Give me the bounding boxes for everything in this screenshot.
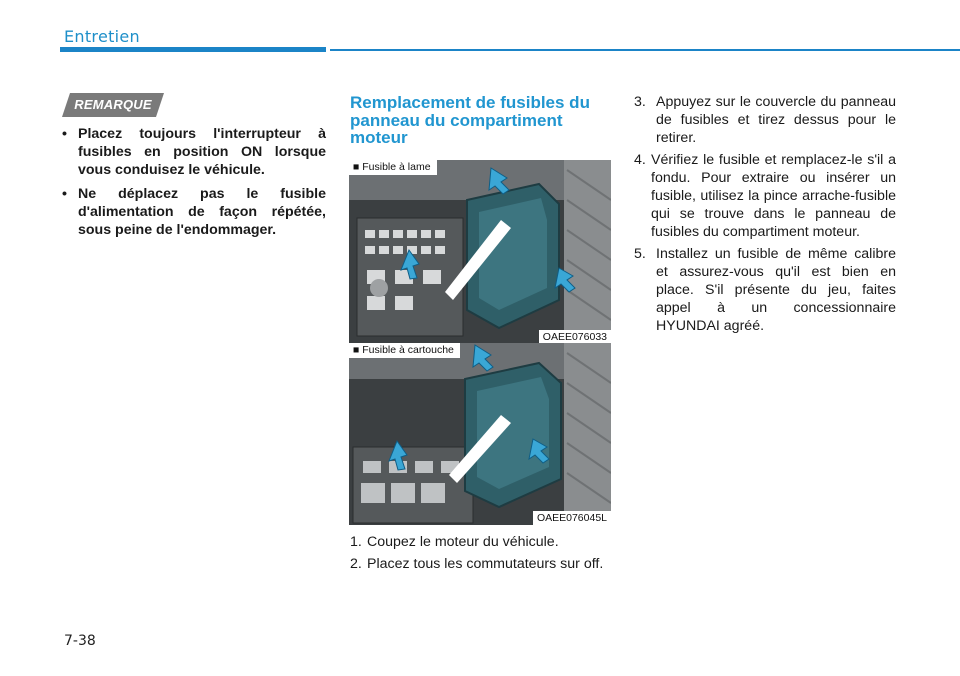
figure-label: ■ Fusible à lame — [349, 160, 437, 175]
header-rule-thick — [60, 47, 326, 52]
step-text: Placez tous les commutateurs sur off. — [367, 556, 604, 572]
engine-fuse-photo-cartridge — [349, 343, 611, 525]
engine-fuse-photo-blade — [349, 160, 611, 344]
bullet-icon: • — [62, 126, 67, 142]
step-number: 1. — [350, 534, 362, 550]
section-heading: Remplacement de fusibles du panneau du compartiment moteur — [350, 93, 590, 147]
header-rule-thin — [330, 49, 960, 51]
figure-code: OAEE076045L — [533, 511, 611, 525]
remarque-badge — [62, 93, 164, 117]
section-title: Entretien — [64, 27, 140, 46]
step-text: Coupez le moteur du véhicule. — [367, 534, 559, 550]
remarque-item — [62, 185, 326, 239]
engine-bay-illustration — [349, 343, 611, 525]
figure-code: OAEE076033 — [539, 330, 611, 344]
bullet-icon: • — [62, 186, 67, 202]
step-number: 3. — [634, 94, 646, 110]
step-item — [350, 533, 612, 551]
step-text: Installez un fusible de même calibre et assurez-vous qu'il est bien en place. S'il présente du jeu, faites appel à un concessionnaire HYUNDAI agréé. — [656, 246, 896, 334]
engine-bay-illustration — [349, 160, 611, 344]
remarque-item-text: Ne déplacez pas le fusible d'alimentation de façon répétée, sous peine de l'endommager. — [78, 186, 326, 238]
steps-list-part1 — [350, 533, 612, 577]
page-number: 7-38 — [64, 633, 96, 649]
step-item — [350, 555, 612, 573]
remarque-item — [62, 125, 326, 179]
step-item — [634, 93, 896, 147]
remarque-list — [62, 125, 326, 245]
remarque-label: REMARQUE — [74, 97, 152, 112]
step-number: 5. — [634, 246, 646, 262]
step-text: Appuyez sur le couvercle du panneau de fusibles et tirez dessus pour le retirer. — [656, 94, 896, 146]
step-number: 4. — [634, 152, 646, 168]
step-item — [634, 245, 896, 335]
remarque-item-text: Placez toujours l'interrupteur à fusibles en position ON lorsque vous conduisez le véhicule. — [78, 126, 326, 178]
step-item — [634, 151, 896, 241]
step-text: Vérifiez le fusible et remplacez-le s'il a fondu. Pour extraire ou insérer un fusible, utilisez la pince arrache-fusible qui se trouve dans le panneau de fusibles du compartiment moteur. — [651, 152, 896, 240]
step-number: 2. — [350, 556, 362, 572]
steps-list-part2 — [634, 93, 896, 339]
figure-label: ■ Fusible à cartouche — [349, 343, 460, 358]
